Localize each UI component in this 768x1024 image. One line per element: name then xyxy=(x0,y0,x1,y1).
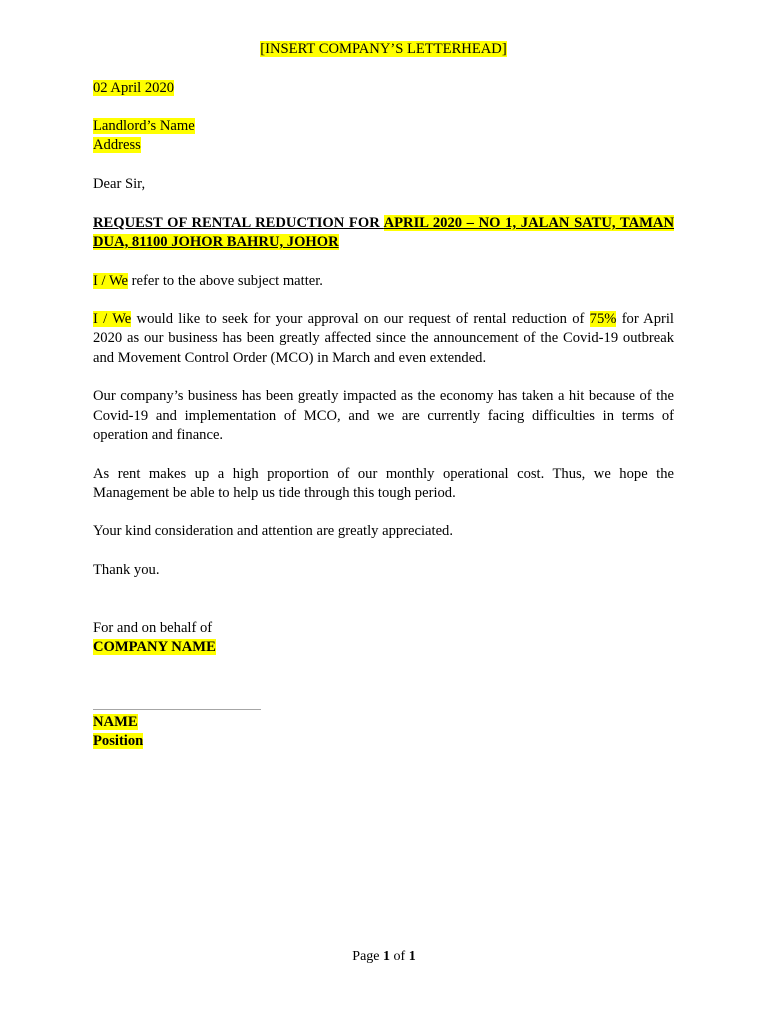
paragraph-3: Our company’s business has been greatly impacted as the economy has taken a hit because of the Covid-19 and implementation of MCO, and we are currently facing difficulties in terms of operation and finance. xyxy=(93,388,674,443)
signatory-name: NAME xyxy=(93,714,138,731)
company-name: COMPANY NAME xyxy=(93,639,216,656)
para1-text: refer to the above subject matter. xyxy=(128,272,323,289)
footer-total-pages: 1 xyxy=(408,949,416,964)
recipient-name-line xyxy=(93,117,674,136)
subject-line xyxy=(93,214,674,253)
footer-current-page: 1 xyxy=(383,949,391,964)
date-line xyxy=(93,79,674,98)
letterhead-placeholder: [INSERT COMPANY’S LETTERHEAD] xyxy=(260,41,507,57)
salutation: Dear Sir, xyxy=(93,176,146,193)
recipient-address: Address xyxy=(93,137,141,154)
footer-of-label: of xyxy=(390,949,409,964)
para1-who: I / We xyxy=(93,272,129,289)
letterhead-line xyxy=(93,40,674,59)
page-footer xyxy=(0,947,768,966)
recipient-name: Landlord’s Name xyxy=(93,118,195,135)
signatory-name-line xyxy=(93,713,674,732)
para2-who: I / We xyxy=(93,311,132,328)
footer-page-label: Page xyxy=(352,949,384,964)
paragraph-5: Your kind consideration and attention are greatly appreciated. xyxy=(93,523,453,540)
signatory-position: Position xyxy=(93,733,144,750)
subject-highlight: APRIL 2020 – NO 1, JALAN SATU, TAMAN DUA, 81100 JOHOR BAHRU, JOHOR xyxy=(93,214,674,250)
letter-body xyxy=(93,40,674,752)
para2-text2: for April 2020 as our business has been greatly affected since the announcement of the Covid-19 outbreak and Movement Control Order (MCO) in March and even extended. xyxy=(93,311,674,366)
letter-date: 02 April 2020 xyxy=(93,79,175,96)
behalf-line: For and on behalf of xyxy=(93,619,213,636)
paragraph-4: As rent makes up a high proportion of our monthly operational cost. Thus, we hope the Management be able to help us tide through this tough period. xyxy=(93,465,674,501)
para2-percent: 75% xyxy=(589,311,617,328)
paragraph-1 xyxy=(93,272,674,291)
subject-prefix: REQUEST OF RENTAL REDUCTION FOR xyxy=(93,214,384,231)
recipient-address-line xyxy=(93,136,674,155)
closing: Thank you. xyxy=(93,562,160,579)
paragraph-2 xyxy=(93,310,674,368)
company-name-line xyxy=(93,638,674,657)
signatory-position-line xyxy=(93,732,674,751)
para2-text1: would like to seek for your approval on our request of rental reduction of xyxy=(131,311,590,328)
